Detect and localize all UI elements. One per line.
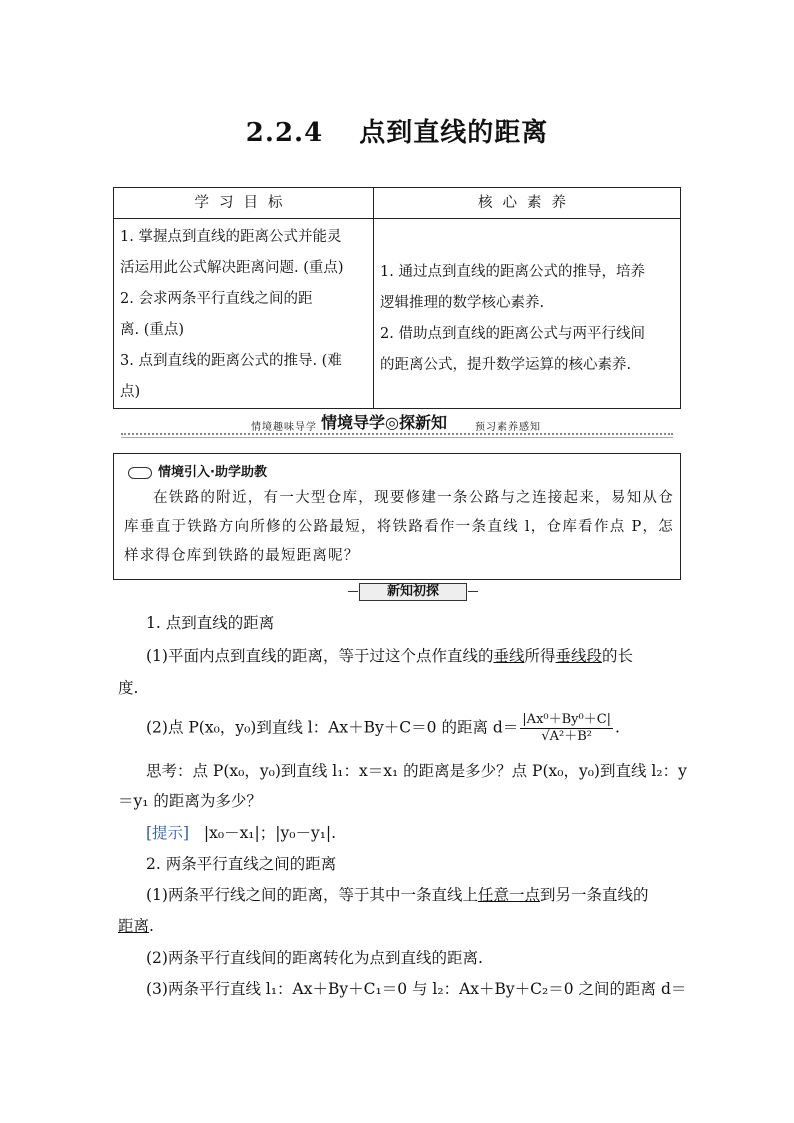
think-line-1: 思考：点 P(x₀，y₀)到直线 l₁：x＝x₁ 的距离是多少？点 P(x₀，y₀)到直线 l₂：y — [146, 762, 687, 780]
section-banner — [113, 408, 681, 442]
header-core-literacy: 核心素养 — [374, 188, 681, 219]
goal-line: 2. 会求两条平行直线之间的距 — [120, 291, 313, 307]
header-learning-goals: 学习目标 — [114, 188, 374, 219]
banner-main-text: 情境导学◎探新知 — [321, 413, 447, 432]
s1-p2-text: (2)点 P(x₀，y₀)到直线 l：Ax＋By＋C＝0 的距离 d＝ — [146, 718, 519, 737]
page-title — [0, 112, 794, 149]
s2-p2: (2)两条平行直线间的距离转化为点到直线的距离. — [146, 949, 483, 967]
hint-label: [提示] — [146, 824, 190, 842]
s1-p1-text: (1)平面内点到直线的距离，等于过这个点作直线的 — [146, 647, 494, 665]
s1-p2 — [146, 712, 706, 745]
learning-goals-cell — [114, 219, 374, 409]
core-literacy-cell — [374, 219, 681, 409]
s2-heading: 2. 两条平行直线之间的距离 — [146, 855, 337, 873]
intro-box — [113, 453, 681, 580]
s1-heading: 1. 点到直线的距离 — [146, 614, 275, 632]
s2-p1-blank: 距离 — [118, 917, 150, 935]
formula-denominator: √A²＋B² — [541, 729, 592, 744]
goal-line: 1. 掌握点到直线的距离公式并能灵 — [120, 229, 342, 245]
banner-divider — [121, 437, 673, 438]
goal-line: 离. (重点) — [120, 322, 185, 338]
s1-p2-end: . — [615, 718, 620, 737]
literacy-line: 2. 借助点到直线的距离公式与两平行线间 — [380, 325, 645, 342]
s2-p1-text: 到另一条直线的 — [539, 886, 649, 904]
hand-icon — [128, 467, 152, 479]
s1-p1-blank: 垂线 — [493, 647, 525, 665]
intro-heading-text: 情境引入·助学助教 — [158, 465, 267, 480]
think-line-2: ＝y₁ 的距离为多少？ — [118, 792, 262, 810]
s1-p1-blank: 垂线段 — [555, 647, 603, 665]
literacy-line: 逻辑推理的数学核心素养. — [380, 294, 545, 311]
goal-line: 点) — [120, 384, 141, 400]
s2-p1-blank: 任意一点 — [477, 886, 540, 904]
s2-p3: (3)两条平行直线 l₁：Ax＋By＋C₁＝0 与 l₂：Ax＋By＋C₂＝0 之间的距离 d＝ — [146, 980, 687, 998]
new-knowledge-tag: 新知初探 — [359, 583, 467, 601]
goal-line: 3. 点到直线的距离公式的推导. (难 — [120, 353, 342, 369]
s2-p1-text: (1)两条平行线之间的距离，等于其中一条直线上 — [146, 886, 478, 904]
s1-p1-text: 所得 — [524, 647, 556, 665]
objectives-table — [113, 187, 681, 409]
s1-p1-cont: 度. — [118, 679, 139, 697]
intro-text: 在铁路的附近，有一大型仓库，现要修建一条公路与之连接起来，易知从仓库垂直于铁路方向所修的公路最短，将铁路看作一条直线 l，仓库看作点 P，怎样求得仓库到铁路的最短距离呢？ — [124, 490, 674, 564]
hint-text: |x₀－x₁|；|y₀－y₁|. — [203, 824, 337, 842]
s2-p1-cont — [118, 915, 678, 937]
s2-p1 — [146, 884, 706, 906]
intro-heading — [128, 461, 267, 480]
s1-p1 — [146, 645, 706, 667]
banner-divider — [121, 433, 673, 435]
s1-p1-text: 的长 — [602, 647, 634, 665]
section-number: 2.2.4 — [245, 118, 324, 148]
goal-line: 活运用此公式解决距离问题. (重点) — [120, 260, 344, 276]
hint-line — [146, 822, 706, 844]
s2-p1-text: . — [149, 917, 154, 935]
literacy-line: 1. 通过点到直线的距离公式的推导，培养 — [380, 263, 645, 280]
section-title: 点到直线的距离 — [359, 118, 549, 148]
distance-formula — [520, 712, 613, 745]
formula-numerator: |Ax⁰＋By⁰＋C| — [522, 712, 612, 727]
literacy-line: 的距离公式，提升数学运算的核心素养. — [380, 356, 632, 373]
banner-right-text: 预习素养感知 — [475, 422, 541, 433]
banner-left-text: 情境趣味导学 — [251, 422, 317, 433]
